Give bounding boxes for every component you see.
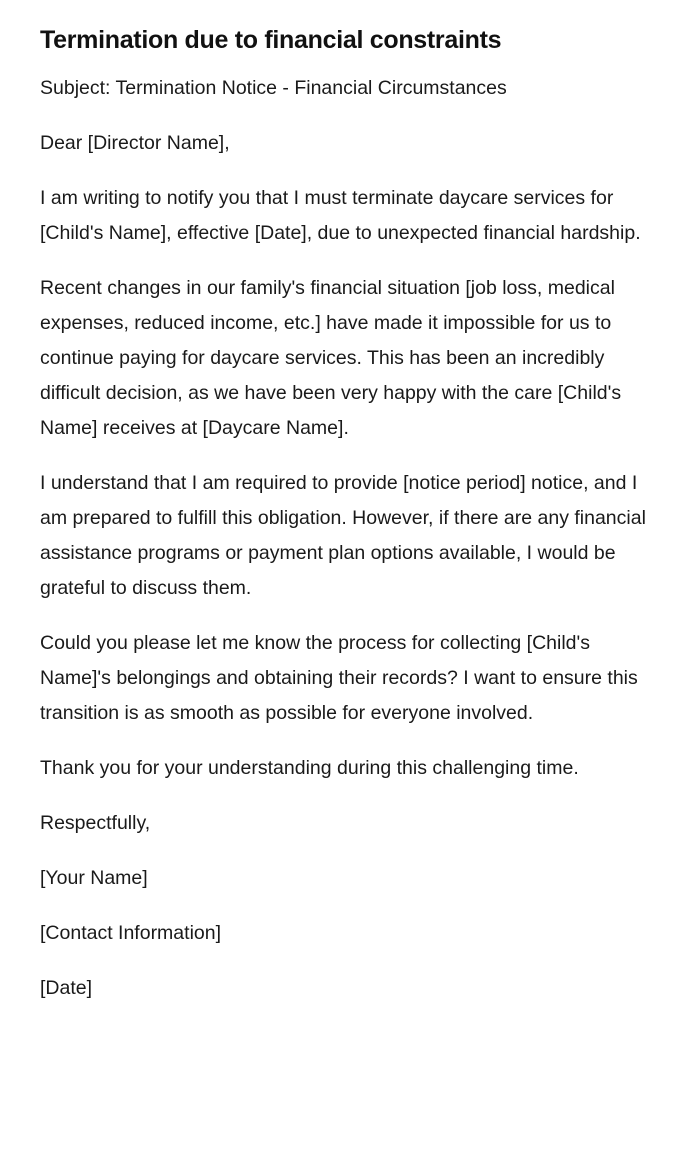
contact-information: [Contact Information] xyxy=(40,922,222,944)
document-title: Termination due to financial constraints xyxy=(40,26,502,54)
body-paragraph-obligation: I understand that I am required to provide [notice period] notice, and I am prepared to fulfill this obligation. However, if there are any financial assistance programs or payment plan options available, I would be grateful to discuss them. xyxy=(40,472,646,599)
body-paragraph-circumstances: Recent changes in our family's financial situation [job loss, medical expenses, reduced income, etc.] have made it impossible for us to continue paying for daycare services. This has been an incredibly difficult decision, as we have been very happy with the care [Child's Name] receives at [Daycare Name]. xyxy=(40,277,622,439)
body-paragraph-logistics: Could you please let me know the process for collecting [Child's Name]'s belongings and obtaining their records? I want to ensure this transition is as smooth as possible for everyone involved. xyxy=(40,632,638,724)
letter-date: [Date] xyxy=(40,977,93,999)
subject-line: Subject: Termination Notice - Financial Circumstances xyxy=(40,77,507,99)
body-paragraph-notice: I am writing to notify you that I must terminate daycare services for [Child's Name], effective [Date], due to unexpected financial hardship. xyxy=(40,187,641,244)
closing: Respectfully, xyxy=(40,812,151,834)
salutation: Dear [Director Name], xyxy=(40,132,230,154)
signature-name: [Your Name] xyxy=(40,867,148,889)
body-paragraph-thanks: Thank you for your understanding during this challenging time. xyxy=(40,757,579,779)
